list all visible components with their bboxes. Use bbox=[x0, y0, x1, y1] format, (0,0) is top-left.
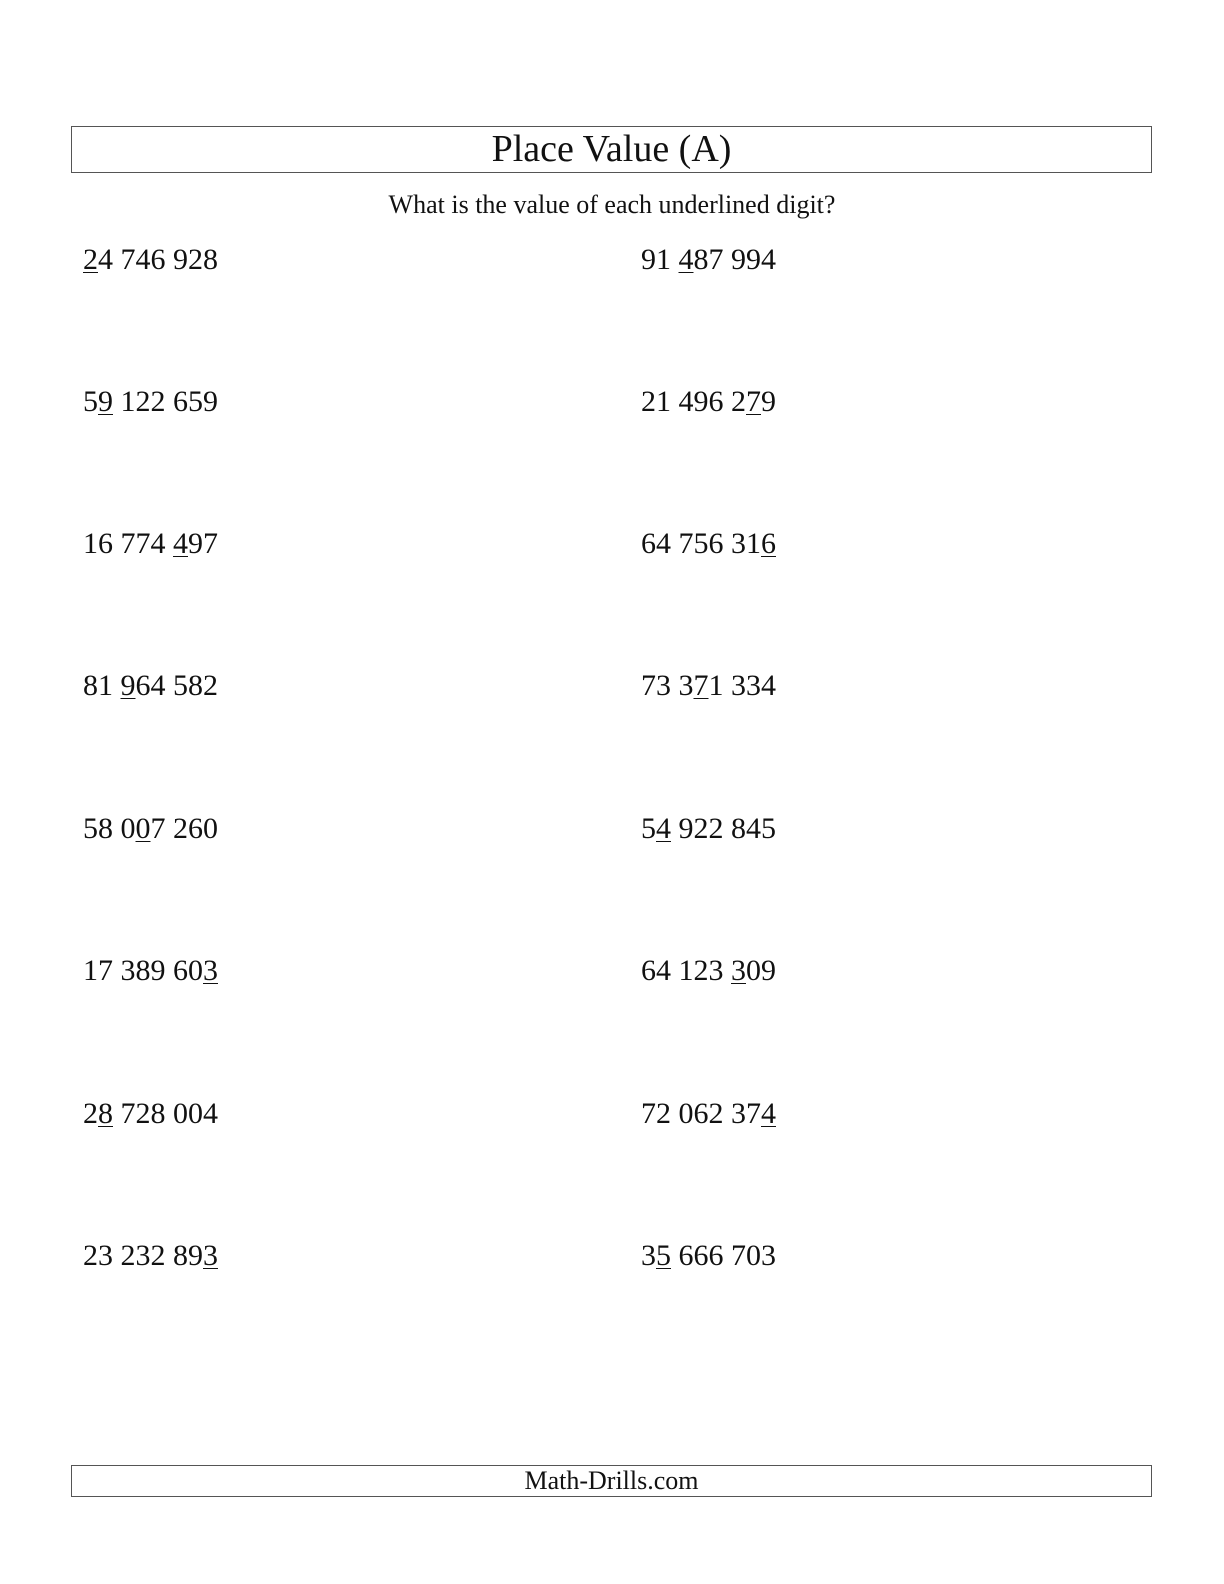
instructions: What is the value of each underlined digit? bbox=[388, 190, 836, 219]
footer-site-name: Math-Drills.com bbox=[71, 1465, 1152, 1497]
number-before: 23 232 89 bbox=[83, 1239, 203, 1272]
number-before: 21 496 2 bbox=[641, 385, 746, 418]
underlined-digit: 4 bbox=[761, 1097, 776, 1130]
underlined-digit: 5 bbox=[656, 1239, 671, 1272]
underlined-digit: 3 bbox=[731, 954, 746, 987]
number-before: 5 bbox=[641, 812, 656, 845]
problem-6 bbox=[641, 526, 776, 562]
problem-10 bbox=[641, 811, 776, 847]
number-after: 97 bbox=[188, 527, 218, 560]
problem-15 bbox=[83, 1238, 218, 1274]
number-before: 17 389 60 bbox=[83, 954, 203, 987]
problem-8 bbox=[641, 668, 776, 704]
number-after: 666 703 bbox=[671, 1239, 776, 1272]
underlined-digit: 9 bbox=[98, 385, 113, 418]
number-after: 9 bbox=[761, 385, 776, 418]
number-before: 73 3 bbox=[641, 669, 694, 702]
underlined-digit: 4 bbox=[678, 243, 694, 276]
problem-2 bbox=[641, 242, 776, 278]
problem-1 bbox=[83, 242, 218, 278]
problem-9 bbox=[83, 811, 218, 847]
number-before: 81 bbox=[83, 669, 121, 702]
problem-11 bbox=[83, 953, 218, 989]
problem-5 bbox=[83, 526, 218, 562]
number-before: 72 062 37 bbox=[641, 1097, 761, 1130]
number-before: 58 0 bbox=[83, 812, 136, 845]
number-after: 7 260 bbox=[150, 812, 218, 845]
number-after: 09 bbox=[746, 954, 776, 987]
number-after: 122 659 bbox=[113, 385, 218, 418]
number-before: 16 774 bbox=[83, 527, 173, 560]
number-after: 728 004 bbox=[113, 1097, 218, 1130]
number-before: 2 bbox=[83, 1097, 98, 1130]
underlined-digit: 7 bbox=[746, 385, 761, 418]
underlined-digit: 8 bbox=[98, 1097, 113, 1130]
number-after: 1 334 bbox=[708, 669, 776, 702]
underlined-digit: 3 bbox=[203, 1239, 218, 1272]
number-before: 64 123 bbox=[641, 954, 731, 987]
underlined-digit: 3 bbox=[203, 954, 218, 987]
problem-12 bbox=[641, 953, 776, 989]
underlined-digit: 0 bbox=[135, 812, 151, 845]
underlined-digit: 7 bbox=[693, 669, 709, 702]
page-title: Place Value (A) bbox=[71, 126, 1152, 173]
number-after: 87 994 bbox=[693, 243, 776, 276]
number-after: 922 845 bbox=[671, 812, 776, 845]
number-after: 64 582 bbox=[135, 669, 218, 702]
problem-7 bbox=[83, 668, 218, 704]
underlined-digit: 2 bbox=[83, 243, 98, 276]
underlined-digit: 9 bbox=[120, 669, 136, 702]
problem-4 bbox=[641, 384, 776, 420]
underlined-digit: 6 bbox=[761, 527, 776, 560]
problem-13 bbox=[83, 1096, 218, 1132]
number-after: 4 746 928 bbox=[98, 243, 218, 276]
number-before: 64 756 31 bbox=[641, 527, 761, 560]
problem-16 bbox=[641, 1238, 776, 1274]
problem-3 bbox=[83, 384, 218, 420]
problem-14 bbox=[641, 1096, 776, 1132]
underlined-digit: 4 bbox=[173, 527, 188, 560]
underlined-digit: 4 bbox=[656, 812, 671, 845]
number-before: 91 bbox=[641, 243, 679, 276]
number-before: 3 bbox=[641, 1239, 656, 1272]
number-before: 5 bbox=[83, 385, 98, 418]
